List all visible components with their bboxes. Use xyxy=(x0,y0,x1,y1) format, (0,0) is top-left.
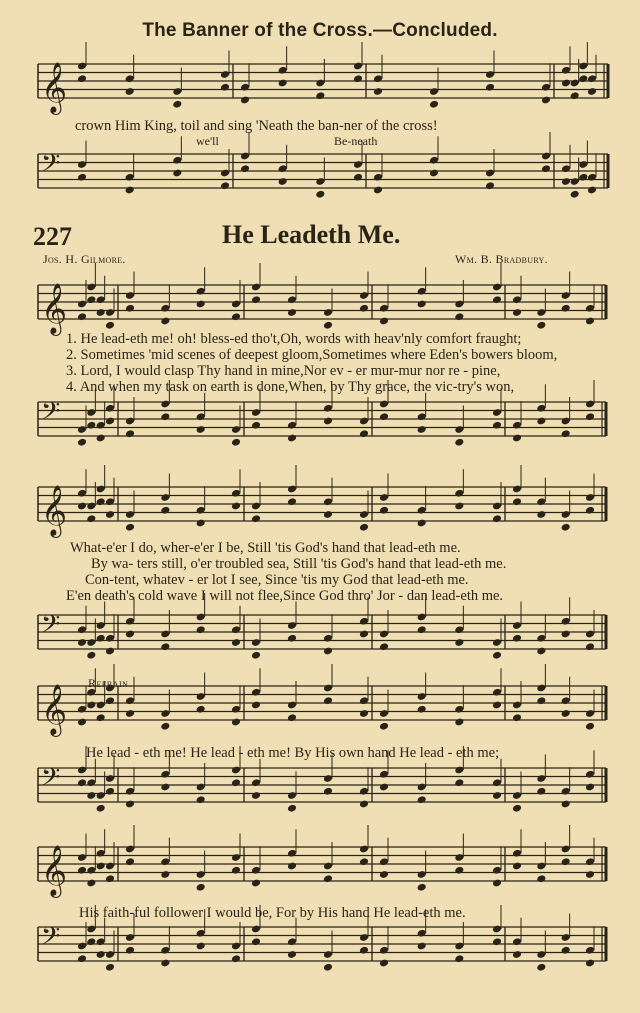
note-head xyxy=(287,634,297,643)
note-head xyxy=(240,96,250,105)
note-head xyxy=(125,946,135,955)
note-head xyxy=(359,857,369,866)
note-head xyxy=(96,804,106,813)
note-head xyxy=(585,783,595,792)
refrain-line-2: His faith-ful follower I would be, For by His hand He lead-eth me. xyxy=(79,905,466,921)
note-head xyxy=(125,857,135,866)
note-head xyxy=(287,950,297,959)
note-head xyxy=(125,800,135,809)
note-head xyxy=(77,173,87,182)
note-head xyxy=(541,164,551,173)
note-head xyxy=(251,879,261,888)
note-head xyxy=(561,304,571,313)
note-head xyxy=(315,91,325,100)
note-head xyxy=(77,638,87,647)
note-head xyxy=(160,506,170,515)
note-head xyxy=(323,417,333,426)
note-head xyxy=(287,308,297,317)
note-head xyxy=(196,883,206,892)
treble-clef-icon: 𝄞 xyxy=(41,283,68,334)
note-head xyxy=(240,164,250,173)
note-head xyxy=(379,870,389,879)
note-head xyxy=(160,870,170,879)
note-head xyxy=(278,79,288,88)
note-head xyxy=(587,87,597,96)
note-head xyxy=(196,300,206,309)
note-head xyxy=(160,412,170,421)
concluded-alt-words-1: we'll xyxy=(196,134,219,148)
note-head xyxy=(105,321,115,330)
note-head xyxy=(417,519,427,528)
verse-2-line-1: 2. Sometimes 'mid scenes of deepest gloom,Sometimes where Eden's bowers bloom, xyxy=(66,347,558,363)
note-head xyxy=(536,510,546,519)
note-head xyxy=(373,186,383,195)
note-head xyxy=(454,638,464,647)
note-head xyxy=(125,186,135,195)
note-head xyxy=(125,87,135,96)
note-head xyxy=(86,421,96,430)
note-head xyxy=(323,963,333,972)
note-head xyxy=(585,870,595,879)
note-head xyxy=(196,425,206,434)
note-head xyxy=(536,321,546,330)
concluded-lyric-line: crown Him King, toil and sing 'Neath the ban-ner of the cross! xyxy=(75,118,438,134)
note-head xyxy=(417,425,427,434)
note-head xyxy=(287,434,297,443)
note-head xyxy=(561,79,571,88)
refrain-line-1: He lead - eth me! He lead - eth me! By His own hand He lead - eth me; xyxy=(86,745,500,761)
note-head xyxy=(220,83,230,92)
note-head xyxy=(429,169,439,178)
note-head xyxy=(125,523,135,532)
note-head xyxy=(561,709,571,718)
note-head xyxy=(231,718,241,727)
note-head xyxy=(536,963,546,972)
note-head xyxy=(160,783,170,792)
note-head xyxy=(287,862,297,871)
note-head xyxy=(379,783,389,792)
note-head xyxy=(105,787,115,796)
note-head xyxy=(77,954,87,963)
note-head xyxy=(287,804,297,813)
note-head xyxy=(353,173,363,182)
note-head xyxy=(231,502,241,511)
note-head xyxy=(77,74,87,83)
note-head xyxy=(454,438,464,447)
note-head xyxy=(251,651,261,660)
note-head xyxy=(96,497,106,506)
note-head xyxy=(492,701,502,710)
note-head xyxy=(561,523,571,532)
hymn-title: He Leadeth Me. xyxy=(222,220,401,249)
note-head xyxy=(512,862,522,871)
treble-clef-icon: 𝄞 xyxy=(41,62,68,113)
note-head xyxy=(578,74,588,83)
note-head xyxy=(196,625,206,634)
note-head xyxy=(86,791,96,800)
note-head xyxy=(359,709,369,718)
note-head xyxy=(359,304,369,313)
note-head xyxy=(86,514,96,523)
note-head xyxy=(86,701,96,710)
note-head xyxy=(96,308,106,317)
note-head xyxy=(96,713,106,722)
note-head xyxy=(196,705,206,714)
note-head xyxy=(96,634,106,643)
note-head xyxy=(251,791,261,800)
note-head xyxy=(323,510,333,519)
concluded-title: The Banner of the Cross.—Concluded. xyxy=(142,20,498,41)
note-head xyxy=(86,879,96,888)
note-head xyxy=(231,312,241,321)
treble-clef-icon: 𝄞 xyxy=(41,845,68,896)
note-head xyxy=(359,429,369,438)
bass-clef-icon: 𝄢 xyxy=(41,397,61,432)
note-head xyxy=(105,510,115,519)
note-head xyxy=(315,190,325,199)
note-head xyxy=(359,630,369,639)
note-head xyxy=(251,514,261,523)
note-head xyxy=(196,942,206,951)
note-head xyxy=(561,857,571,866)
verse-4-line-1: 4. And when my task on earth is done,When, by Thy grace, the vic-try's won, xyxy=(66,379,515,395)
note-head xyxy=(105,647,115,656)
note-head xyxy=(585,412,595,421)
bass-clef-icon: 𝄢 xyxy=(41,763,61,798)
verse-2-line-2: By wa- ters still, o'er troubled sea, Still 'tis God's hand that lead-eth me. xyxy=(91,556,507,572)
note-head xyxy=(417,300,427,309)
note-head xyxy=(359,523,369,532)
note-head xyxy=(417,883,427,892)
note-head xyxy=(231,866,241,875)
note-head xyxy=(492,937,502,946)
note-head xyxy=(251,937,261,946)
note-head xyxy=(492,791,502,800)
note-head xyxy=(196,795,206,804)
note-head xyxy=(512,308,522,317)
verse-3-line-1: 3. Lord, I would clasp Thy hand in mine,Nor ev - er mur-mur nor re - pine, xyxy=(66,363,501,379)
note-head xyxy=(323,874,333,883)
note-head xyxy=(512,497,522,506)
bass-clef-icon: 𝄢 xyxy=(41,922,61,957)
bass-clef-icon: 𝄢 xyxy=(41,610,61,645)
verse-4-line-2: E'en death's cold wave I will not flee,Since God thro' Jor - dan lead-eth me. xyxy=(66,588,504,604)
note-head xyxy=(512,634,522,643)
note-head xyxy=(454,502,464,511)
note-head xyxy=(323,321,333,330)
note-head xyxy=(512,434,522,443)
note-head xyxy=(454,866,464,875)
note-head xyxy=(231,638,241,647)
note-head xyxy=(125,304,135,313)
note-head xyxy=(77,718,87,727)
note-head xyxy=(125,709,135,718)
bass-clef-icon: 𝄢 xyxy=(41,149,61,184)
note-head xyxy=(429,100,439,109)
treble-clef-icon: 𝄞 xyxy=(41,684,68,735)
note-head xyxy=(231,438,241,447)
note-head xyxy=(536,874,546,883)
note-head xyxy=(541,96,551,105)
note-head xyxy=(379,506,389,515)
hymn-number: 227 xyxy=(33,222,72,251)
note-head xyxy=(125,429,135,438)
note-head xyxy=(585,317,595,326)
note-head xyxy=(536,696,546,705)
note-head xyxy=(492,295,502,304)
note-head xyxy=(578,173,588,182)
note-head xyxy=(585,722,595,731)
note-head xyxy=(251,421,261,430)
note-head xyxy=(492,879,502,888)
note-head xyxy=(585,642,595,651)
note-head xyxy=(86,651,96,660)
note-head xyxy=(172,100,182,109)
note-head xyxy=(454,718,464,727)
note-head xyxy=(379,722,389,731)
note-head xyxy=(287,497,297,506)
note-head xyxy=(251,295,261,304)
note-head xyxy=(160,317,170,326)
note-head xyxy=(359,800,369,809)
refrain-label: Refrain. xyxy=(88,676,132,690)
note-head xyxy=(417,625,427,634)
note-head xyxy=(454,778,464,787)
note-head xyxy=(77,438,87,447)
note-head xyxy=(492,651,502,660)
note-head xyxy=(323,696,333,705)
note-head xyxy=(105,874,115,883)
note-head xyxy=(587,186,597,195)
note-head xyxy=(359,946,369,955)
note-head xyxy=(417,705,427,714)
note-head xyxy=(536,417,546,426)
note-head xyxy=(561,800,571,809)
note-head xyxy=(160,959,170,968)
note-head xyxy=(492,514,502,523)
note-head xyxy=(585,506,595,515)
note-head xyxy=(379,317,389,326)
note-head xyxy=(485,83,495,92)
note-head xyxy=(485,181,495,190)
note-head xyxy=(96,862,106,871)
note-head xyxy=(323,647,333,656)
note-head xyxy=(561,630,571,639)
note-head xyxy=(379,959,389,968)
note-head xyxy=(96,950,106,959)
note-head xyxy=(86,937,96,946)
note-head xyxy=(105,696,115,705)
note-head xyxy=(570,91,580,100)
note-head xyxy=(417,942,427,951)
note-head xyxy=(77,312,87,321)
note-head xyxy=(585,959,595,968)
note-head xyxy=(570,190,580,199)
note-head xyxy=(379,412,389,421)
note-head xyxy=(417,795,427,804)
note-head xyxy=(379,642,389,651)
note-head xyxy=(561,177,571,186)
note-head xyxy=(512,804,522,813)
verse-1-line-2: What-e'er I do, wher-e'er I be, Still 'tis God's hand that lead-eth me. xyxy=(70,540,461,556)
note-head xyxy=(105,417,115,426)
note-head xyxy=(96,434,106,443)
note-head xyxy=(536,647,546,656)
concluded-alt-words-2: Be-neath xyxy=(334,134,378,148)
note-head xyxy=(287,713,297,722)
note-head xyxy=(125,630,135,639)
note-head xyxy=(231,954,241,963)
note-head xyxy=(160,642,170,651)
note-head xyxy=(172,169,182,178)
treble-clef-icon: 𝄞 xyxy=(41,485,68,536)
words-credit: Jos. H. Gilmore. xyxy=(43,252,126,266)
note-head xyxy=(561,946,571,955)
note-head xyxy=(561,429,571,438)
note-head xyxy=(196,519,206,528)
note-head xyxy=(454,312,464,321)
note-head xyxy=(492,421,502,430)
note-head xyxy=(353,74,363,83)
note-head xyxy=(454,954,464,963)
note-head xyxy=(160,722,170,731)
note-head xyxy=(86,295,96,304)
note-head xyxy=(77,778,87,787)
note-head xyxy=(278,177,288,186)
note-head xyxy=(536,787,546,796)
note-head xyxy=(512,713,522,722)
note-head xyxy=(251,701,261,710)
note-head xyxy=(220,181,230,190)
note-head xyxy=(512,950,522,959)
music-credit: Wm. B. Bradbury. xyxy=(455,252,548,266)
note-head xyxy=(323,787,333,796)
note-head xyxy=(105,963,115,972)
note-head xyxy=(231,778,241,787)
verse-1-line-1: 1. He lead-eth me! oh! bless-ed tho't,Oh, words with heav'nly comfort fraught; xyxy=(66,331,522,347)
note-head xyxy=(77,866,87,875)
note-head xyxy=(77,502,87,511)
verse-3-line-2: Con-tent, whatev - er lot I see, Since 'tis my God that lead-eth me. xyxy=(85,572,469,588)
note-head xyxy=(373,87,383,96)
